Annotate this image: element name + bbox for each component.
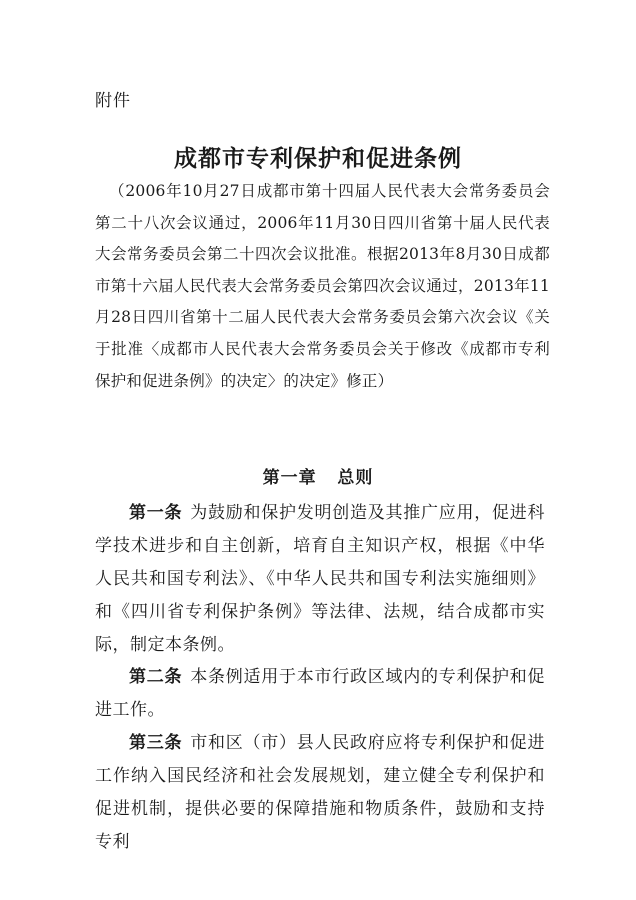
article-number: 第三条 xyxy=(129,733,183,753)
document-title: 成都市专利保护和促进条例 xyxy=(174,146,462,172)
chapter-heading xyxy=(0,463,636,488)
attachment-label: 附件 xyxy=(95,91,131,111)
chapter-name: 总则 xyxy=(337,468,374,488)
article-3 xyxy=(95,727,545,859)
article-number: 第一条 xyxy=(129,503,183,523)
chapter-number: 第一章 xyxy=(262,468,317,488)
article-1 xyxy=(95,497,545,662)
article-number: 第二条 xyxy=(129,667,183,687)
article-text: 为鼓励和保护发明创造及其推广应用，促进科学技术进步和自主创新，培育自主知识产权，根据《中华人民共和国专利法》、《中华人民共和国专利法实施细则》和《四川省专利保护条例》等法律、法规，结合成都市实际，制定本条例。 xyxy=(95,503,545,655)
article-text: 市和区（市）县人民政府应将专利保护和促进工作纳入国民经济和社会发展规划，建立健全专利保护和促进机制，提供必要的保障措施和物质条件，鼓励和支持专利 xyxy=(95,733,545,852)
preamble-note: （2006年10月27日成都市第十四届人民代表大会常务委员会第二十八次会议通过，2006年11月30日四川省第十届人民代表大会常务委员会第二十四次会议批准。根据2013年8月30日成都市第十六届人民代表大会常务委员会第四次会议通过，2013年11月28日四川省第十二届人民代表大会常务委员会第六次会议《关于批准〈成都市人民代表大会常务委员会关于修改《成都市专利保护和促进条例》的决定〉的决定》修正） xyxy=(95,182,550,390)
article-2 xyxy=(95,661,545,727)
article-text: 本条例适用于本市行政区域内的专利保护和促进工作。 xyxy=(95,667,545,720)
